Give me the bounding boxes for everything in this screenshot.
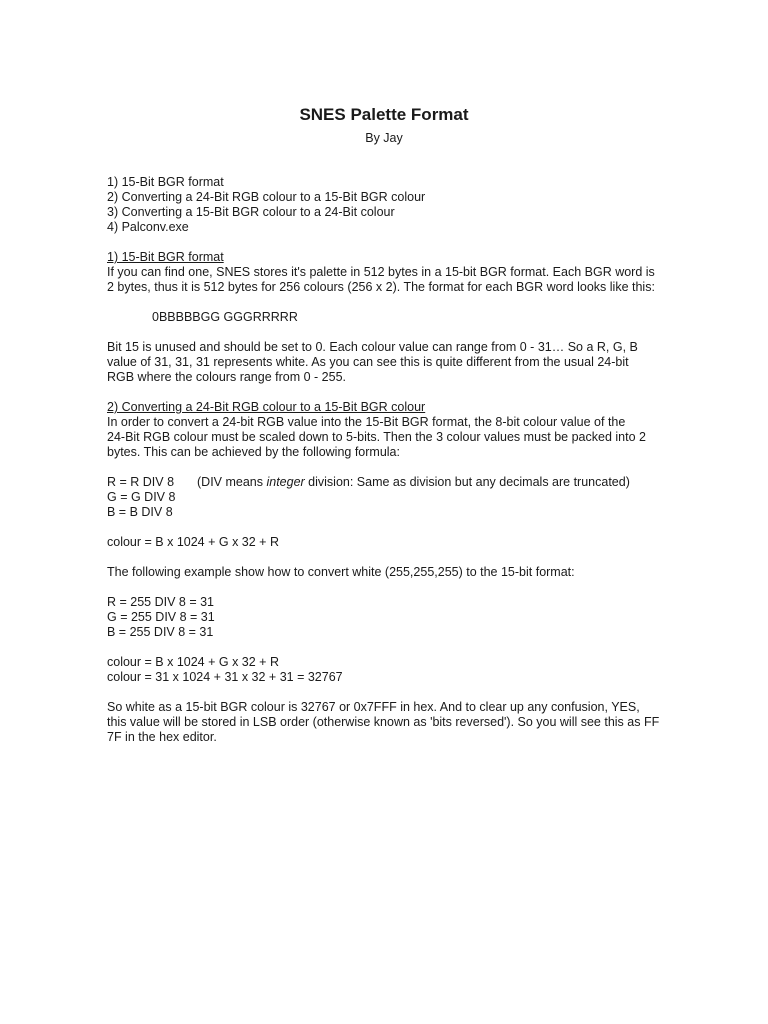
formula-g: G = G DIV 8 [107, 490, 176, 504]
div-note-post: division: Same as division but any decimals are truncated) [304, 475, 630, 489]
formula-r-row [107, 475, 667, 490]
example-intro: The following example show how to convert white (255,255,255) to the 15-bit format: [107, 565, 575, 579]
toc-item: 3) Converting a 15-Bit BGR colour to a 24-Bit colour [107, 205, 395, 219]
example-colour-result: colour = 31 x 1024 + 31 x 32 + 31 = 32767 [107, 670, 343, 684]
paragraph-line: In order to convert a 24-bit RGB value into the 15-Bit BGR format, the 8-bit colour value of the [107, 415, 626, 429]
example-g: G = 255 DIV 8 = 31 [107, 610, 215, 624]
example-colour-formula: colour = B x 1024 + G x 32 + R [107, 655, 279, 669]
table-of-contents [107, 175, 667, 235]
toc-item: 1) 15-Bit BGR format [107, 175, 224, 189]
formula-b: B = B DIV 8 [107, 505, 173, 519]
div-note-pre: (DIV means [197, 475, 267, 489]
paragraph-line: value of 31, 31, 31 represents white. As you can see this is quite different from the usual 24-bit [107, 355, 629, 369]
example-r: R = 255 DIV 8 = 31 [107, 595, 215, 609]
bit-layout: 0BBBBBGG GGGRRRRR [152, 310, 298, 324]
paragraph-line: bytes. This can be achieved by the following formula: [107, 445, 400, 459]
paragraph-line: 2 bytes, thus it is 512 bytes for 256 colours (256 x 2). The format for each BGR word looks like this: [107, 280, 655, 294]
author-byline: By Jay [365, 131, 403, 145]
toc-item: 2) Converting a 24-Bit RGB colour to a 15-Bit BGR colour [107, 190, 426, 204]
section2-heading: 2) Converting a 24-Bit RGB colour to a 15-Bit BGR colour [107, 400, 426, 414]
formula-r: R = R DIV 8 [107, 475, 175, 489]
paragraph-line: So white as a 15-bit BGR colour is 32767 or 0x7FFF in hex. And to clear up any confusion, YES, [107, 700, 640, 714]
paragraph-line: Bit 15 is unused and should be set to 0. Each colour value can range from 0 - 31… So a R, G, B [107, 340, 638, 354]
toc-item: 4) Palconv.exe [107, 220, 189, 234]
paragraph-line: 24-Bit RGB colour must be scaled down to 5-bits. Then the 3 colour values must be packed into 2 [107, 430, 646, 444]
page-title: SNES Palette Format [299, 105, 469, 124]
document-body [107, 175, 667, 745]
colour-formula: colour = B x 1024 + G x 32 + R [107, 535, 279, 549]
paragraph-line: this value will be stored in LSB order (otherwise known as 'bits reversed'). So you will see this as FF [107, 715, 660, 729]
paragraph-line: If you can find one, SNES stores it's palette in 512 bytes in a 15-bit BGR format. Each BGR word is [107, 265, 655, 279]
example-b: B = 255 DIV 8 = 31 [107, 625, 214, 639]
paragraph-line: RGB where the colours range from 0 - 255. [107, 370, 347, 384]
paragraph-line: 7F in the hex editor. [107, 730, 217, 744]
div-note-emphasis: integer [266, 475, 305, 489]
section1-heading: 1) 15-Bit BGR format [107, 250, 224, 264]
